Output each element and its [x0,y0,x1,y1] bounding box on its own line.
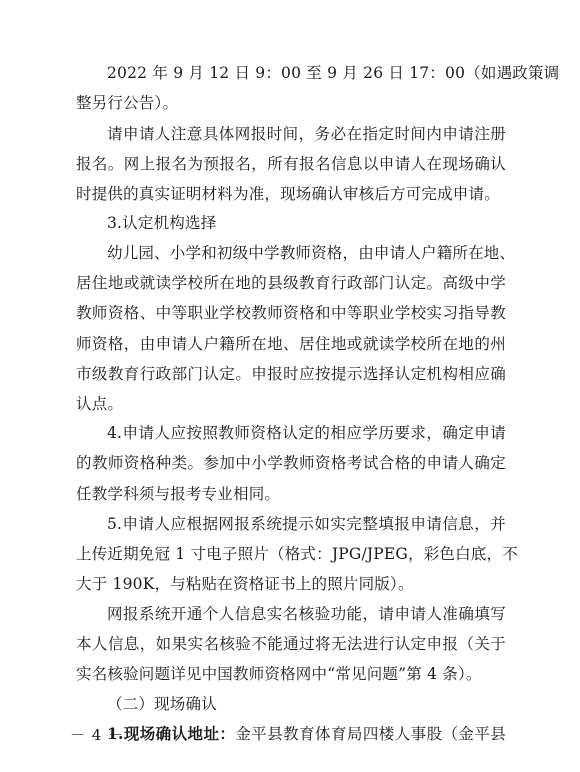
text-line: 整另行公告）。 [76,94,179,112]
text-line: 的教师资格种类。参加中小学教师资格考试合格的申请人确定 [76,454,506,472]
text-line: 大于 190K，与粘贴在资格证书上的照片同版）。 [76,575,414,593]
text-line: 师资格，由申请人户籍所在地、居住地或就读学校所在地的州 [76,335,506,353]
text-line: 居住地或就读学校所在地的县级教育行政部门认定。高级中学 [76,274,506,292]
text-line: 教师资格、中等职业学校教师资格和中等职业学校实习指导教 [76,304,506,322]
text-line: 网报系统开通个人信息实名核验功能，请申请人准确填写 [107,605,506,623]
text-line: 1.现场确认地址：金平县教育体育局四楼人事股（金平县 [107,724,507,743]
text-line: 上传近期免冠 1 寸电子照片（格式：JPG/JPEG，彩色白底，不 [76,545,518,563]
text-line: 幼儿园、小学和初级中学教师资格，由申请人户籍所在地、 [107,244,516,262]
text-line: 任教学科须与报考专业相同。 [76,485,281,503]
text-line: 4.申请人应按照教师资格认定的相应学历要求，确定申请 [107,424,506,442]
text-line: 3.认定机构选择 [107,214,217,232]
text-line: 报名。网上报名为预报名，所有报名信息以申请人在现场确认 [76,155,506,173]
text-line: 实名核验问题详见中国教师资格网中“常见问题”第 4 条）。 [76,665,482,683]
text-line: 时提供的真实证明材料为准，现场确认审核后方可完成申请。 [76,185,500,203]
text-line: （二）现场确认 [107,695,217,713]
text-line: 市级教育行政部门认定。申报时应按提示选择认定机构相应确 [76,365,506,383]
page-number: － 4 － [70,726,125,744]
text-line: 本人信息，如果实名核验不能通过将无法进行认定申报（关于 [76,635,506,653]
text-line: 2022 年 9 月 12 日 9：00 至 9 月 26 日 17：00（如遇政策调 [107,64,560,82]
text-line: 认点。 [76,395,124,413]
text-line: 请申请人注意具体网报时间，务必在指定时间内申请注册 [107,125,506,143]
text-line: 5.申请人应根据网报系统提示如实完整填报申请信息，并 [107,515,506,533]
